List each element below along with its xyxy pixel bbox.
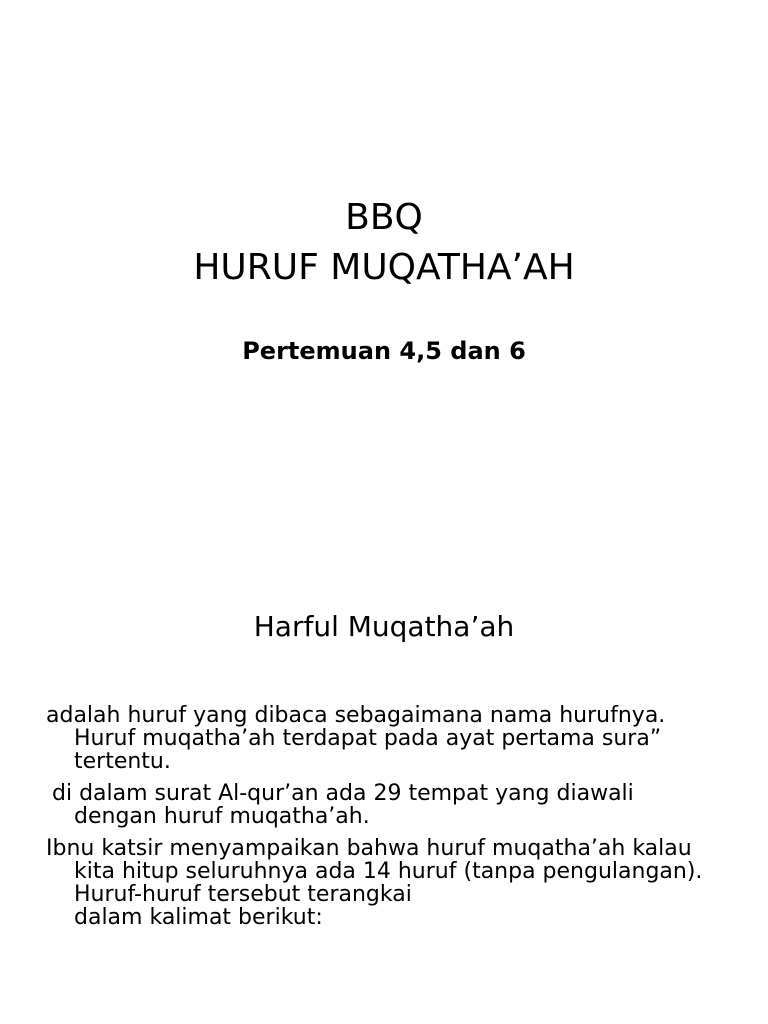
- paragraph-definition: [0, 704, 740, 773]
- title-line-2: HURUF MUQATHA’AH: [193, 247, 575, 288]
- slide-subtitle: Pertemuan 4,5 dan 6: [242, 337, 526, 365]
- paragraph-ibnu-katsir: [0, 837, 740, 929]
- paragraph-line: dengan huruf muqatha’ah.: [74, 804, 370, 829]
- paragraph-line: tertentu.: [74, 749, 171, 774]
- slide-2-title: Harful Muqatha’ah: [253, 610, 515, 643]
- slide-title: [0, 193, 768, 293]
- paragraph-line: kita hitup seluruhnya ada 14 huruf (tanpa pengulangan).: [74, 859, 703, 884]
- paragraph-count: [0, 782, 740, 828]
- paragraph-line: Huruf muqatha’ah terdapat pada ayat pertama sura”: [74, 726, 662, 751]
- title-line-1: BBQ: [345, 197, 423, 238]
- slide-2: [0, 512, 768, 1024]
- paragraph-line: Ibnu katsir menyampaikan bahwa huruf muqatha’ah kalau: [46, 836, 692, 861]
- paragraph-line: adalah huruf yang dibaca sebagaimana nama hurufnya.: [46, 703, 666, 728]
- slide-2-content: [0, 704, 740, 938]
- paragraph-line: Huruf-huruf tersebut terangkai: [74, 882, 412, 907]
- paragraph-line: dalam kalimat berikut:: [74, 905, 323, 930]
- paragraph-line: di dalam surat Al-qur’an ada 29 tempat yang diawali: [52, 781, 634, 806]
